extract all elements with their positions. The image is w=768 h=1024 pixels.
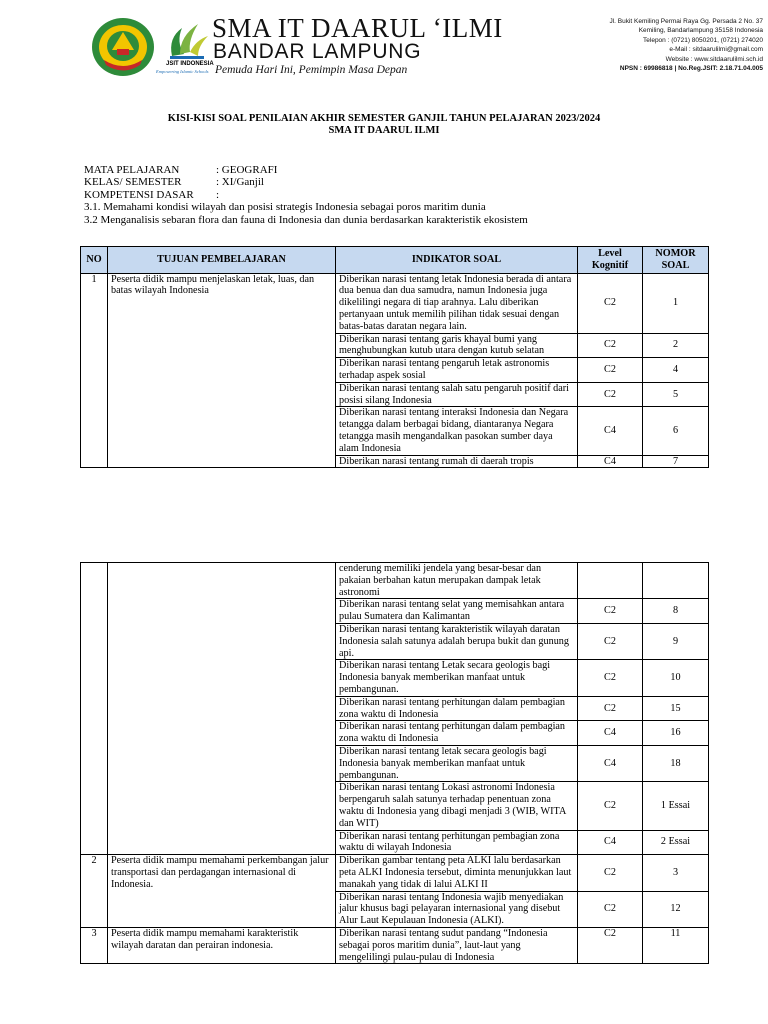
meta-kelas-value: : XI/Ganjil xyxy=(216,176,264,188)
row-tujuan: Peserta didik mampu memahami karakteristik wilayah daratan dan perairan indonesia. xyxy=(108,927,336,963)
contact-address: Jl. Bukit Kemiling Permai Raya Gg. Persada 2 No. 37 xyxy=(609,18,763,25)
row-nomor: 2 Essai xyxy=(643,830,709,855)
table-row xyxy=(81,855,709,891)
meta-kd-value: : xyxy=(216,189,220,201)
row-indikator: Diberikan narasi tentang Indonesia wajib menyediakan jalur khusus bagi pelayaran internasional yang disebut Alur Laut Kepulauan Indonesia (ALKI). xyxy=(336,891,578,927)
row-indikator: Diberikan narasi tentang Lokasi astronomi Indonesia berpengaruh salah satunya terhadap penentuan zona waktu di Indonesia yang dibagi menjadi 3 (WIB, WITA dan WIT) xyxy=(336,782,578,830)
row-indikator: Diberikan narasi tentang perhitungan pembagian zona waktu di wilayah Indonesia xyxy=(336,830,578,855)
row-indikator: Diberikan narasi tentang salah satu pengaruh positif dari posisi silang Indonesia xyxy=(336,382,578,407)
meta-mapel-label: MATA PELAJARAN xyxy=(84,164,180,176)
doc-subtitle: SMA IT DAARUL ILMI xyxy=(328,125,440,136)
row-no-cont xyxy=(81,563,108,855)
meta-kd xyxy=(84,189,219,201)
row-indikator: Diberikan narasi tentang perhitungan dalam pembagian zona waktu di Indonesia xyxy=(336,721,578,746)
contact-phone: Telepon : (0721) 8050201, (0721) 274020 xyxy=(643,36,763,44)
row-level: C2 xyxy=(578,855,643,891)
row-level: C4 xyxy=(578,830,643,855)
contact-npsn: NPSN : 69986818 | No.Reg.JSIT: 2.18.71.04.005 xyxy=(619,65,763,73)
row-indikator: Diberikan narasi tentang selat yang memisahkan antara pulau Sumatera dan Kalimantan xyxy=(336,599,578,624)
row-no: 2 xyxy=(81,855,108,928)
jsit-label: JSIT INDONESIA xyxy=(166,61,214,67)
header-indikator: INDIKATOR SOAL xyxy=(336,247,578,274)
row-nomor: 2 xyxy=(643,333,709,358)
row-indikator: Diberikan narasi tentang interaksi Indonesia dan Negara tetangga dalam berbagai bidang, diantaranya Negara tetangga masih mengandalkan pasokan sumber daya alam Indonesia xyxy=(336,407,578,455)
row-tujuan: Peserta didik mampu menjelaskan letak, luas, dan batas wilayah Indonesia xyxy=(108,273,336,468)
row-indikator: Diberikan narasi tentang garis khayal bumi yang menghubungkan kutub utara dengan kutub selatan xyxy=(336,333,578,358)
row-nomor: 1 Essai xyxy=(643,782,709,830)
meta-kd1: 3.1. Memahami kondisi wilayah dan posisi strategis Indonesia sebagai poros maritim dunia xyxy=(84,201,486,213)
header-tujuan: TUJUAN PEMBELAJARAN xyxy=(108,247,336,274)
table-row xyxy=(81,927,709,963)
header-nomor: NOMOR SOAL xyxy=(643,247,709,274)
doc-title: KISI-KISI SOAL PENILAIAN AKHIR SEMESTER GANJIL TAHUN PELAJARAN 2023/2024 xyxy=(167,113,601,124)
row-level: C4 xyxy=(578,745,643,781)
row-indikator: Diberikan narasi tentang pengaruh letak astronomis terhadap aspek sosial xyxy=(336,358,578,383)
row-nomor: 4 xyxy=(643,358,709,383)
row-level: C2 xyxy=(578,382,643,407)
row-indikator: Diberikan narasi tentang sudut pandang “Indonesia sebagai poros maritim dunia”, laut-laut yang mengelilingi pulau-pulau di Indonesia xyxy=(336,927,578,963)
row-nomor: 7 xyxy=(643,455,709,468)
meta-kd-label: KOMPETENSI DASAR xyxy=(84,189,194,201)
meta-mapel-value: : GEOGRAFI xyxy=(216,164,278,176)
meta-mapel xyxy=(84,164,277,176)
row-level: C2 xyxy=(578,696,643,721)
row-nomor: 8 xyxy=(643,599,709,624)
row-indikator: Diberikan gambar tentang peta ALKI lalu berdasarkan peta ALKI Indonesia tersebut, diminta menunjukkan laut manakah yang tidak di lalui ALKI II xyxy=(336,855,578,891)
row-indikator: Diberikan narasi tentang karakteristik wilayah daratan Indonesia salah satunya adalah berupa bukit dan gunung api. xyxy=(336,623,578,659)
table-header-row xyxy=(81,247,709,274)
row-nomor: 10 xyxy=(643,660,709,696)
table-row xyxy=(81,563,709,599)
row-level: C2 xyxy=(578,599,643,624)
row-no: 1 xyxy=(81,273,108,468)
row-level: C4 xyxy=(578,721,643,746)
header-level: Level Kognitif xyxy=(578,247,643,274)
school-city: BANDAR LAMPUNG xyxy=(213,40,422,63)
contact-email: e-Mail : sitdaarulilmi@gmail.com xyxy=(669,46,763,54)
contact-city: Kemiling, Bandarlampung 35158 Indonesia xyxy=(638,27,763,35)
row-nomor: 11 xyxy=(643,927,709,963)
row-nomor: 9 xyxy=(643,623,709,659)
row-no: 3 xyxy=(81,927,108,963)
row-indikator: Diberikan narasi tentang rumah di daerah tropis xyxy=(336,455,578,468)
row-nomor: 18 xyxy=(643,745,709,781)
row-tujuan-cont xyxy=(108,563,336,855)
kisi-table-page1 xyxy=(80,246,709,468)
meta-kd2: 3.2 Menganalisis sebaran flora dan fauna di Indonesia dan dunia berdasarkan karakteristik ekosistem xyxy=(84,214,528,226)
row-nomor: 3 xyxy=(643,855,709,891)
row-level: C2 xyxy=(578,782,643,830)
contact-website: Website : www.sitdaarulilmi.sch.id xyxy=(665,55,763,63)
school-name: SMA IT DAARUL ‘ILMI xyxy=(212,13,503,43)
school-logo xyxy=(90,16,156,78)
row-indikator-cont: cenderung memiliki jendela yang besar-besar dan pakaian berbahan katun merupakan dampak letak astronomi xyxy=(336,563,578,599)
row-level: C4 xyxy=(578,407,643,455)
kisi-table-page2 xyxy=(80,562,709,964)
jsit-tagline: Empowering Islamic Schools xyxy=(156,69,209,74)
row-level: C2 xyxy=(578,623,643,659)
meta-kelas xyxy=(84,176,264,188)
row-nomor: 16 xyxy=(643,721,709,746)
row-level: C2 xyxy=(578,927,643,963)
row-indikator: Diberikan narasi tentang perhitungan dalam pembagian zona waktu di Indonesia xyxy=(336,696,578,721)
row-level: C4 xyxy=(578,455,643,468)
row-nomor: 6 xyxy=(643,407,709,455)
row-nomor: 12 xyxy=(643,891,709,927)
row-nomor: 15 xyxy=(643,696,709,721)
contact-block xyxy=(609,17,763,73)
jsit-logo xyxy=(162,18,210,76)
row-level: C2 xyxy=(578,333,643,358)
header-no: NO xyxy=(81,247,108,274)
row-indikator: Diberikan narasi tentang Letak secara geologis bagi Indonesia banyak memberikan manfaat untuk pembangunan. xyxy=(336,660,578,696)
row-level: C2 xyxy=(578,891,643,927)
meta-kelas-label: KELAS/ SEMESTER xyxy=(84,176,182,188)
row-nomor: 5 xyxy=(643,382,709,407)
table-row xyxy=(81,273,709,333)
row-nomor: 1 xyxy=(643,273,709,333)
row-tujuan: Peserta didik mampu memahami perkembangan jalur transportasi dan perdagangan internasional di Indonesia. xyxy=(108,855,336,928)
row-level xyxy=(578,563,643,599)
row-level: C2 xyxy=(578,660,643,696)
row-indikator: Diberikan narasi tentang letak Indonesia berada di antara dua benua dan dua samudra, namun Indonesia juga dikelilingi negara di tiap arahnya. Lalu diberikan pertanyaan untuk memilih pilihan tidak sesuai dengan batas-batas daratan negara lain. xyxy=(336,273,578,333)
row-nomor xyxy=(643,563,709,599)
row-indikator: Diberikan narasi tentang letak secara geologis bagi Indonesia banyak memberikan manfaat untuk pembangunan. xyxy=(336,745,578,781)
school-motto: Pemuda Hari Ini, Pemimpin Masa Depan xyxy=(215,64,408,76)
row-level: C2 xyxy=(578,358,643,383)
row-level: C2 xyxy=(578,273,643,333)
